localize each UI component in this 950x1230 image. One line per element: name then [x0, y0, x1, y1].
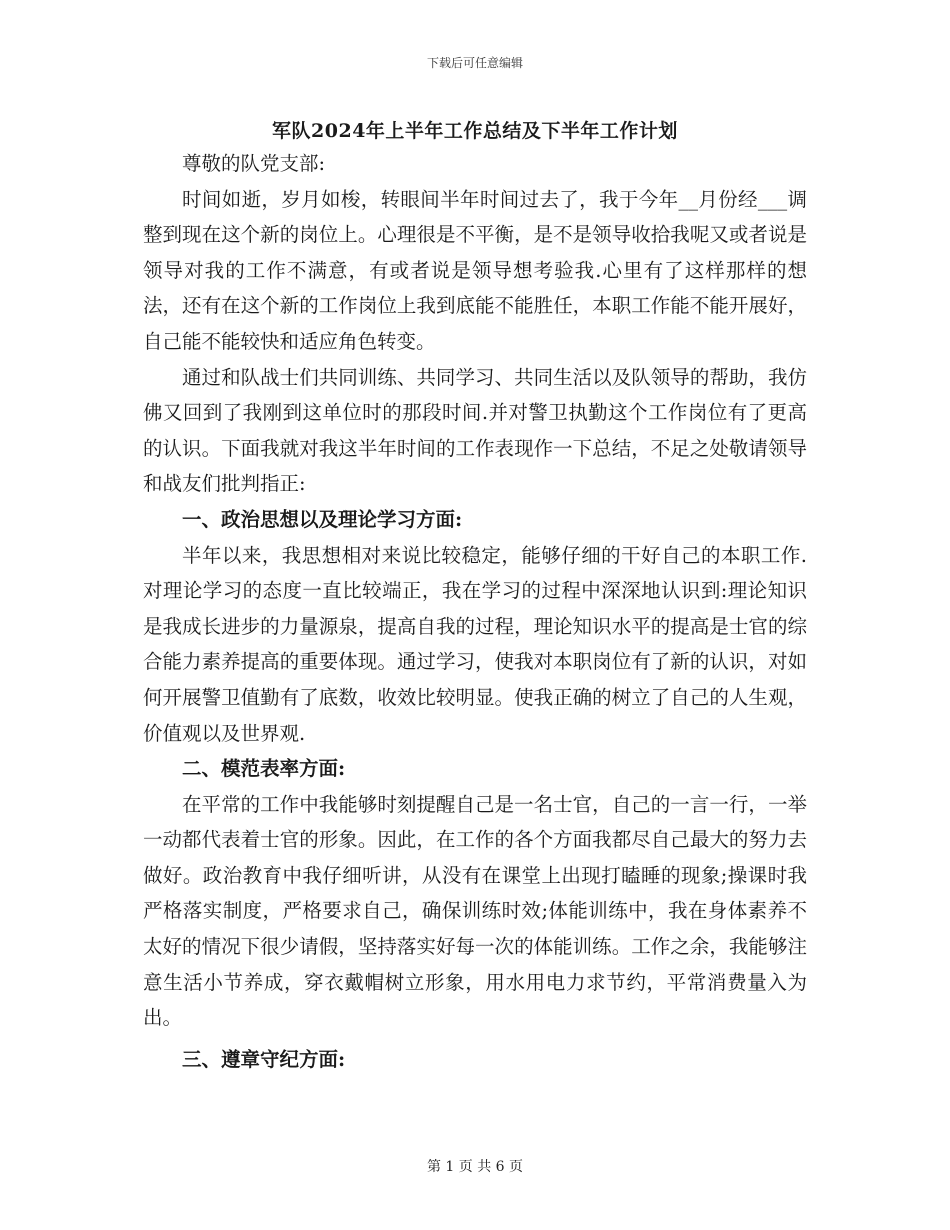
header-note: 下载后可任意编辑	[426, 56, 523, 70]
intro-paragraph-2: 通过和队战士们共同训练、共同学习、共同生活以及队领导的帮助，我仿佛又回到了我刚到这单位时的那段时间.并对警卫执勤这个工作岗位有了更高的认识。下面我就对我这半年时间的工作表现作一下总结，不足之处敬请领导和战友们批判指正:	[143, 365, 807, 496]
section-body-exemplary: 在平常的工作中我能够时刻提醒自己是一名士官，自己的一言一行，一举一动都代表着士官的形象。因此，在工作的各个方面我都尽自己最大的努力去做好。政治教育中我仔细听讲，从没有在课堂上出现打瞌睡的现象;操课时我严格落实制度，严格要求自己，确保训练时效;体能训练中，我在身体素养不太好的情况下很少请假，坚持落实好每一次的体能训练。工作之余，我能够注意生活小节养成，穿衣戴帽树立形象，用水用电力求节约，平常消费量入为出。	[143, 792, 807, 1030]
section-heading-political: 一、政治思想以及理论学习方面:	[182, 507, 463, 531]
section-heading-discipline: 三、遵章守纪方面:	[182, 1047, 346, 1071]
page-number: 第 1 页 共 6 页	[426, 1159, 524, 1175]
section-body-political: 半年以来，我思想相对来说比较稳定，能够仔细的干好自己的本职工作.对理论学习的态度一直比较端正，我在学习的过程中深深地认识到:理论知识是我成长进步的力量源泉，提高自我的过程，理论知识水平的提高是士官的综合能力素养提高的重要体现。通过学习，使我对本职岗位有了新的认识，对如何开展警卫值勤有了底数，收效比较明显。使我正确的树立了自己的人生观，价值观以及世界观.	[143, 543, 807, 745]
section-heading-exemplary: 二、模范表率方面:	[182, 757, 346, 781]
intro-paragraph-1: 时间如逝，岁月如梭，转眼间半年时间过去了，我于今年__月份经___调整到现在这个新的岗位上。心理很是不平衡，是不是领导收拾我呢又或者说是领导对我的工作不满意，有或者说是领导想考验我.心里有了这样那样的想法，还有在这个新的工作岗位上我到底能不能胜任，本职工作能不能开展好，自己能不能较快和适应角色转变。	[143, 187, 807, 353]
document-body	[143, 146, 807, 1077]
salutation: 尊敬的队党支部:	[182, 152, 326, 175]
page-title: 军队2024年上半年工作总结及下半年工作计划	[272, 120, 678, 142]
